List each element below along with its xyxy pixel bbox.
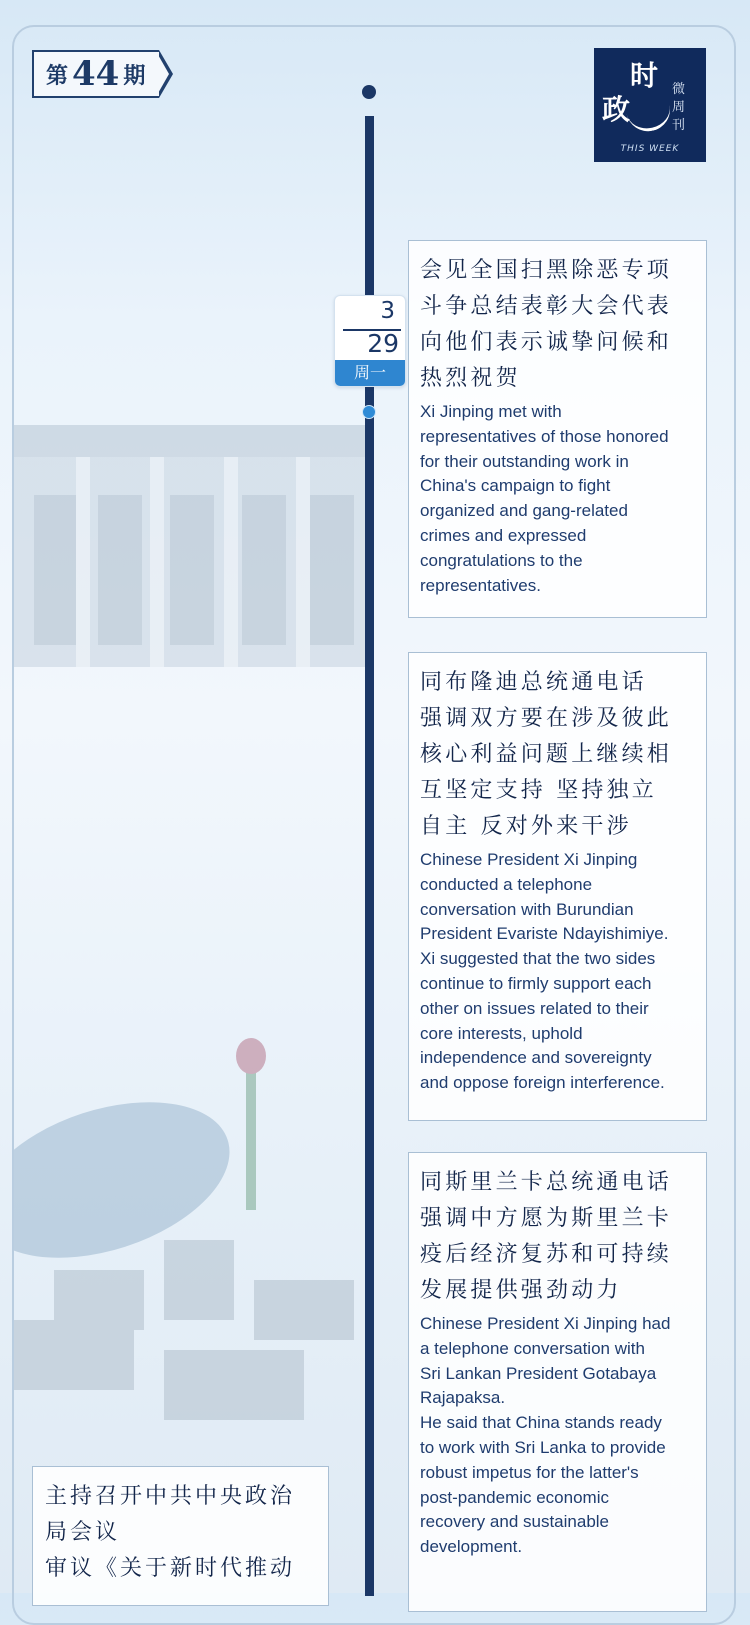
- news-card-body-en: Chinese President Xi Jinping had a telephone conversation with Sri Lankan President Gotabaya Rajapaksa. He said that China stands ready to work with Sri Lanka to provide robust impetus for the latter's post-pandemic economic recovery and sustainable development.: [420, 1314, 671, 1557]
- this-week-logo: [594, 48, 706, 162]
- background-city-image: [14, 1020, 374, 1520]
- news-card-1[interactable]: [408, 240, 707, 618]
- logo-subtitle: THIS WEEK: [620, 144, 680, 154]
- news-card-3[interactable]: [408, 1152, 707, 1612]
- logo-side-2: 周: [672, 100, 686, 115]
- date-tag: [334, 295, 406, 387]
- news-card-body-en: Chinese President Xi Jinping conducted a telephone conversation with Burundian President Evariste Ndayishimiye. Xi suggested that the two sides continue to firmly support each other on issues related to their core interests, uphold independence and sovereignty and oppose foreign interference.: [420, 850, 669, 1093]
- logo-swirl-icon: [626, 102, 674, 136]
- issue-number: 44: [72, 54, 120, 94]
- timeline-node-dot-icon: [362, 405, 376, 419]
- logo-side-3: 刊: [672, 118, 686, 133]
- date-day: 29: [367, 329, 399, 358]
- background-building-image: [14, 395, 370, 685]
- issue-suffix: 期: [123, 62, 146, 89]
- news-card-2[interactable]: [408, 652, 707, 1121]
- issue-badge: [32, 50, 173, 98]
- issue-prefix: 第: [46, 62, 69, 89]
- news-card-title-cn: 同布隆迪总统通电话 强调双方要在涉及彼此 核心利益问题上继续相 互坚定支持 坚持独立 自主 反对外来干涉: [420, 670, 673, 839]
- news-card-4[interactable]: [32, 1466, 329, 1606]
- news-card-body-en: Xi Jinping met with representatives of those honored for their outstanding work in China's campaign to fight organized and gang-related crimes and expressed congratulations to the representatives.: [420, 402, 669, 595]
- timeline-start-dot-icon: [362, 85, 376, 99]
- news-card-title-cn: 主持召开中共中央政治 局会议 审议《关于新时代推动: [45, 1484, 296, 1581]
- logo-side-1: 微: [672, 82, 686, 97]
- logo-char-2: 政: [602, 93, 631, 126]
- news-card-title-cn: 同斯里兰卡总统通电话 强调中方愿为斯里兰卡 疫后经济复苏和可持续 发展提供强劲动力: [420, 1170, 673, 1303]
- logo-char-1: 时: [630, 59, 659, 92]
- date-weekday: 周一: [335, 360, 405, 386]
- badge-arrow-icon: [159, 50, 173, 98]
- news-card-title-cn: 会见全国扫黑除恶专项 斗争总结表彰大会代表 向他们表示诚挚问候和 热烈祝贺: [420, 258, 673, 391]
- date-month: 3: [380, 298, 395, 324]
